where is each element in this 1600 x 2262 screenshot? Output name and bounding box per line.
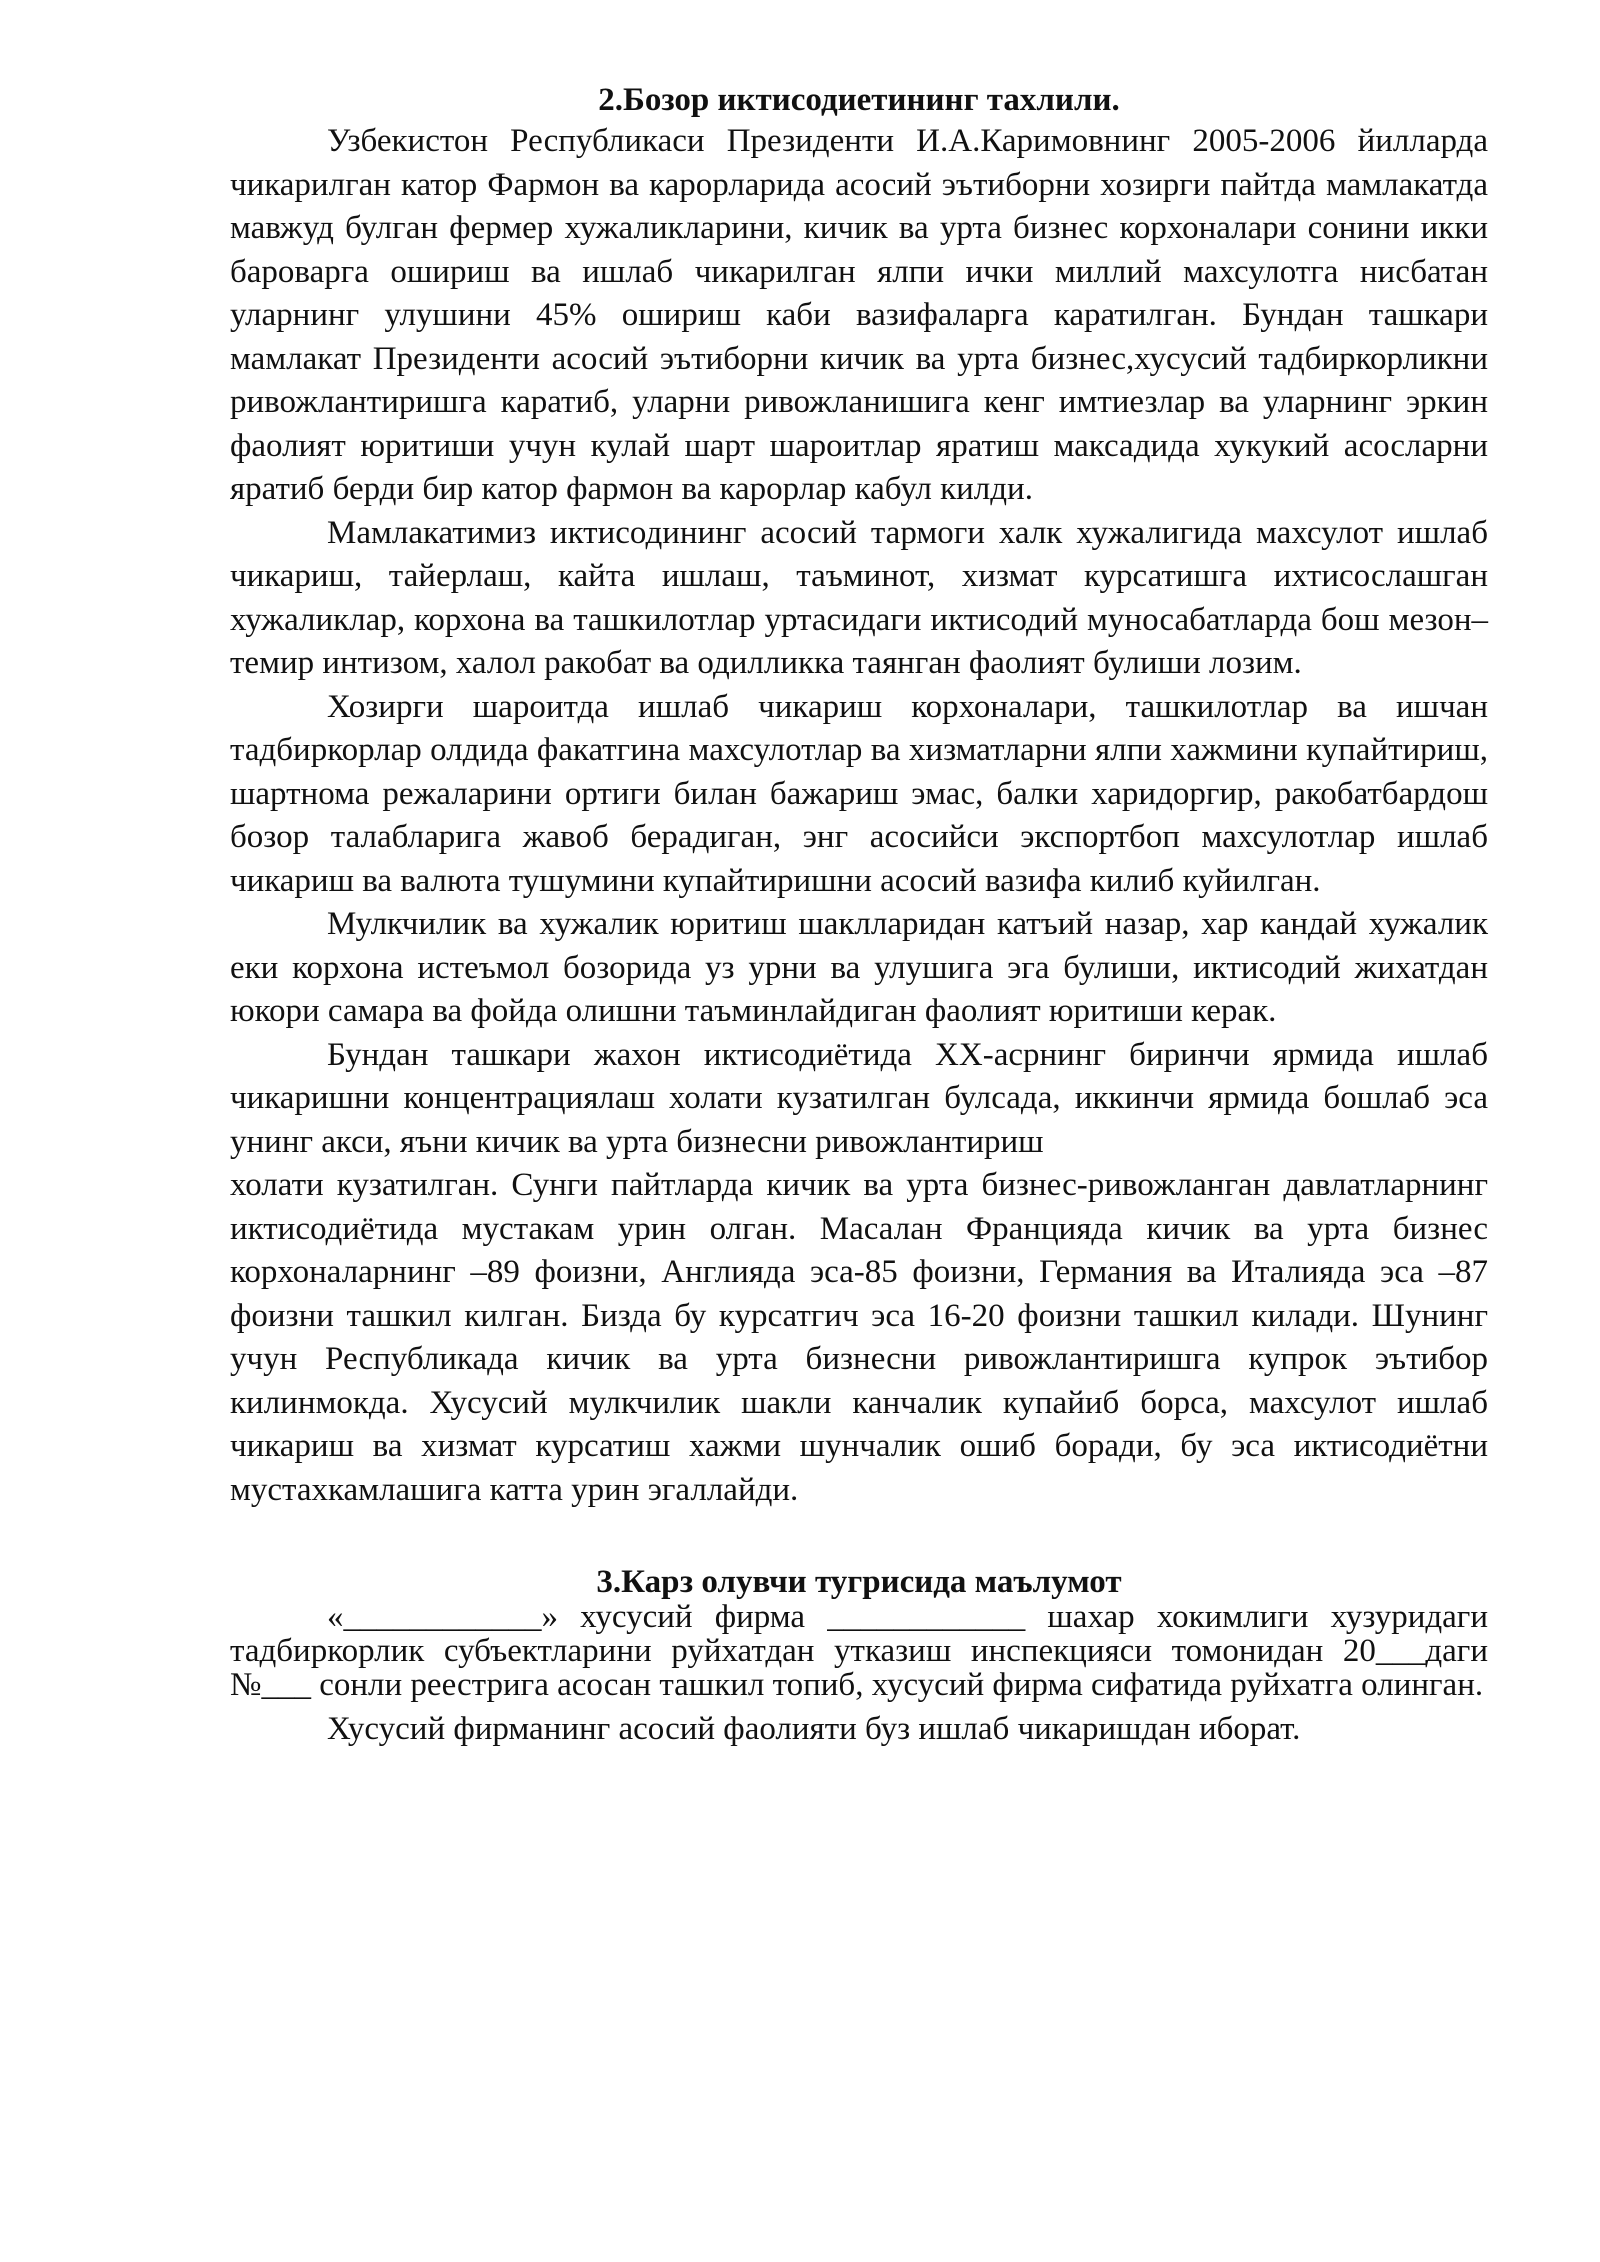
section-heading: 2.Бозор иктисодиетининг тахлили. [598,82,1120,118]
section-borrower-info [230,1564,1488,1752]
section-market-analysis [230,80,1488,1512]
paragraph: Бундан ташкари жахон иктисодиётида ХХ-асрнинг биринчи ярмида ишлаб чикаришни концентрациялаш холати кузатилган булсада, иккинчи ярмида бошлаб эса унинг акси, яъни кичик ва урта бизнесни ривожлантириш [230,1036,1488,1160]
section-spacer [230,1512,1488,1564]
section-heading: 3.Карз олувчи тугрисида маълумот [596,1564,1122,1600]
paragraph-continuation: холати кузатилган. Сунги пайтларда кичик ва урта бизнес-ривожланган давлатларнинг иктисодиётида мустакам урин олган. Масалан Францияда кичик ва урта бизнес корхоналарнинг –89 фоизни, Англияда эса-85 фоизни, Германия ва Италияда эса –87 фоизни ташкил килган. Бизда бу курсатгич эса 16-20 фоизни ташкил килади. Шунинг учун Республикада кичик ва урта бизнесни ривожлантиришга купрок эътибор килинмокда. Хусусий мулкчилик шакли канчалик купайиб борса, махсулот ишлаб чикариш ва хизмат курсатиш хажми шунчалик ошиб боради, бу эса иктисодиётни мустахкамлашига катта урин эгаллайди. [230,1167,1488,1508]
paragraph: Хозирги шароитда ишлаб чикариш корхоналари, ташкилотлар ва ишчан тадбиркорлар олдида факатгина махсулотлар ва хизматларни ялпи хажмини купайтириш, шартнома режаларини ортиги билан бажариш эмас, балки харидоргир, ракобатбардош бозор талабларига жавоб берадиган, энг асосийси экспортбоп махсулотлар ишлаб чикариш ва валюта тушумини купайтиришни асосий вазифа килиб куйилган. [230,688,1488,899]
paragraph: Мулкчилик ва хужалик юритиш шаклларидан катъий назар, хар кандай хужалик еки корхона истеъмол бозорида уз урни ва улушига эга булиши, иктисодий жихатдан юкори самара ва фойда олишни таъминлайдиган фаолият юритиши керак. [230,906,1488,1029]
document-page [230,80,1488,1752]
paragraph: Мамлакатимиз иктисодининг асосий тармоги халк хужалигида махсулот ишлаб чикариш, тайерлаш, кайта ишлаш, таъминот, хизмат курсатишга ихтисослашган хужаликлар, корхона ва ташкилотлар уртасидаги иктисодий муносабатларда бош мезон–темир интизом, халол ракобат ва одилликка таянган фаолият булиши лозим. [230,514,1488,681]
paragraph: Узбекистон Республикаси Президенти И.А.Каримовнинг 2005-2006 йилларда чикарилган катор Фармон ва карорларида асосий эътиборни хозирги пайтда мамлакатда мавжуд булган фермер хужаликларини, кичик ва урта бизнес корхоналари сонини икки бароварга ошириш ва ишлаб чикарилган ялпи ички миллий махсулотга нисбатан уларнинг улушини 45% ошириш каби вазифаларга каратилган. Бундан ташкари мамлакат Президенти асосий эътиборни кичик ва урта бизнес,хусусий тадбиркорликни ривожлантиришга каратиб, уларни ривожланишига кенг имтиезлар ва уларнинг эркин фаолият юритиши учун кулай шарт шароитлар яратиш максадида хукукий асосларни яратиб берди бир катор фармон ва карорлар кабул килди. [230,123,1488,507]
paragraph: Хусусий фирманинг асосий фаолияти буз ишлаб чикаришдан иборат. [327,1711,1301,1747]
paragraph: «____________» хусусий фирма ____________ шахар хокимлиги хузуридаги тадбиркорлик субъектларини руйхатдан утказиш инспекцияси томонидан 20___даги №___ сонли реестрига асосан ташкил топиб, хусусий фирма сифатида руйхатга олинган. [230,1599,1488,1703]
